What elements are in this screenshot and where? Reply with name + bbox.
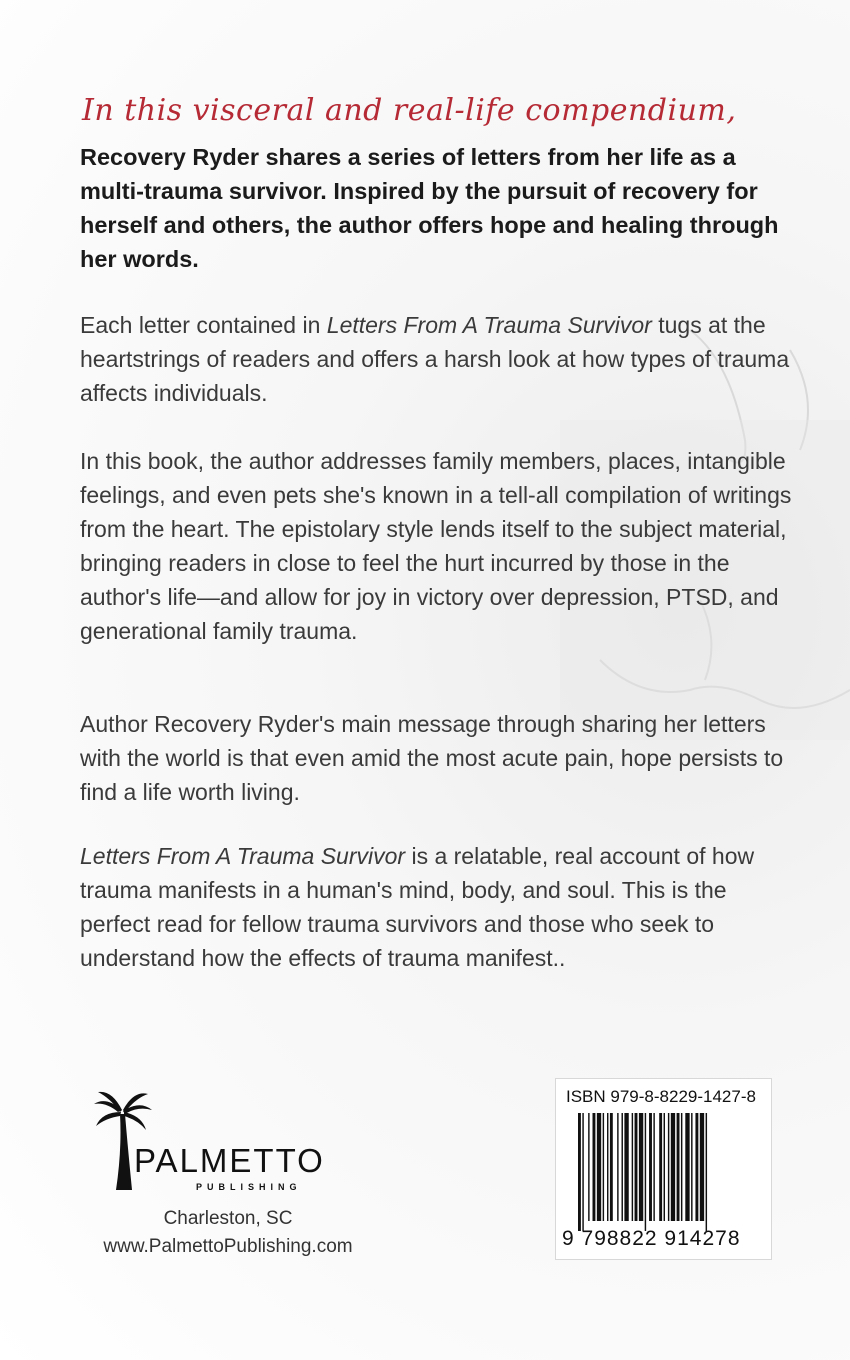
barcode-stripe [695, 1113, 698, 1221]
barcode-stripe [588, 1113, 589, 1221]
tagline: In this visceral and real-life compendium, [82, 93, 737, 128]
publisher-subtitle: PUBLISHING [196, 1182, 302, 1192]
barcode-stripe [664, 1113, 665, 1221]
barcode-stripe [603, 1113, 604, 1221]
paragraph-1-after: tugs at the heartstrings of readers and offers a harsh look at how types of trauma affects individuals. [80, 312, 790, 406]
barcode-stripe [624, 1113, 628, 1221]
publisher-name: PALMETTO [134, 1142, 325, 1179]
barcode-stripe [681, 1113, 682, 1221]
description-paragraph-4 [80, 839, 800, 975]
barcode-stripe [597, 1113, 601, 1221]
isbn-barcode [555, 1078, 772, 1260]
description-paragraph-2: In this book, the author addresses family members, places, intangible feelings, and even pets she's known in a tell-all compilation of writings from the heart. The epistolary style lends itself to the subject material, bringing readers in close to feel the hurt incurred by those in the author's life—and allow for joy in victory over depression, PTSD, and generational family trauma. [80, 448, 792, 644]
paragraph-4-after: is a relatable, real account of how trauma manifests in a human's mind, body, and soul. This is the perfect read for fellow trauma survivors and those who seek to understand how the effects of trauma manifest.. [80, 843, 755, 971]
barcode-stripe [632, 1113, 633, 1221]
barcode-stripe [645, 1113, 646, 1231]
barcode-stripe [691, 1113, 692, 1221]
barcode-stripe [610, 1113, 613, 1221]
description-paragraph-1 [80, 308, 800, 410]
barcode-stripe [635, 1113, 638, 1221]
barcode-stripe [607, 1113, 608, 1221]
barcode-stripe [700, 1113, 704, 1221]
barcode-stripe [593, 1113, 596, 1221]
barcode-stripe [706, 1113, 707, 1231]
description-paragraph-3: Author Recovery Ryder's main message through sharing her letters with the world is that even amid the most acute pain, hope persists to find a life worth living. [80, 711, 784, 805]
barcode-stripe [668, 1113, 669, 1221]
barcode-stripe [582, 1113, 583, 1231]
publisher-url: www.PalmettoPublishing.com [103, 1236, 353, 1257]
barcode-stripe [578, 1113, 581, 1231]
barcode-stripe [659, 1113, 662, 1221]
barcode-stripe [677, 1113, 680, 1221]
barcode-stripe [649, 1113, 652, 1221]
paragraph-1-before: Each letter contained in [80, 312, 327, 338]
barcode-stripe [622, 1113, 623, 1221]
barcode-number: 9 798822 914278 [562, 1227, 741, 1250]
barcode-stripe [653, 1113, 654, 1221]
lead-paragraph: Recovery Ryder shares a series of letters from her life as a multi-trauma survivor. Inspired by the pursuit of recovery for herself and others, the author offers hope and healing through her words. [80, 144, 779, 272]
publisher-city: Charleston, SC [163, 1208, 293, 1229]
barcode-stripe [617, 1113, 618, 1221]
isbn-label: ISBN 979-8-8229-1427-8 [566, 1087, 756, 1106]
barcode-stripe [639, 1113, 643, 1221]
book-title-italic: Letters From A Trauma Survivor [80, 843, 406, 869]
book-title-italic: Letters From A Trauma Survivor [326, 312, 652, 338]
barcode-stripe [671, 1113, 675, 1221]
barcode-bars [578, 1113, 753, 1231]
barcode-stripe [685, 1113, 689, 1221]
